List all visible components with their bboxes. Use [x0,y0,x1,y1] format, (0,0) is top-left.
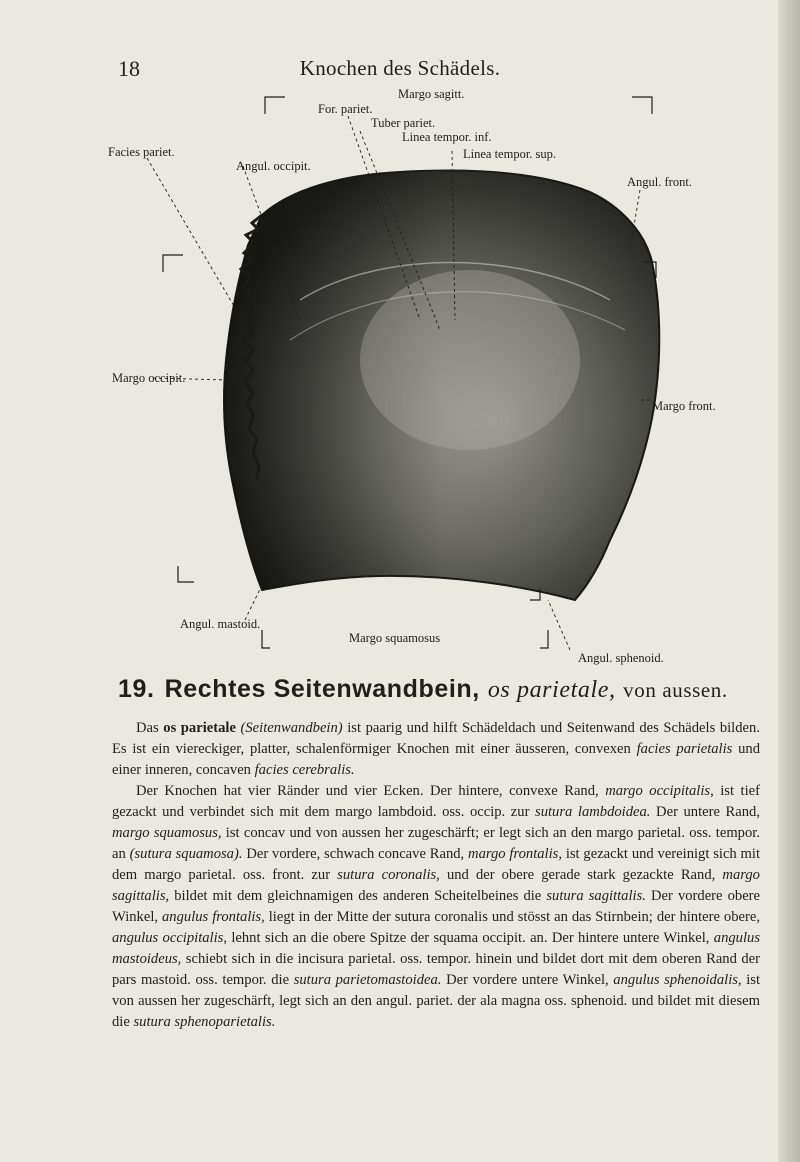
bracket-top-right [632,97,652,114]
bracket-left [163,255,183,272]
term: sutura sagittalis. [546,888,646,904]
term: angulus frontalis, [162,909,265,925]
term: sutura parietomastoidea. [293,972,442,988]
bracket-squamosus-right [540,630,548,648]
term: os parietale [163,720,236,736]
term: margo frontalis, [468,846,562,862]
paragraph-intro: Das os parietale (Seitenwandbein) ist paarig und hilft Schädeldach und Seitenwand des Schädels bilden. Es ist ein viereckiger, platter, schalenförmiger Knochen mit einer äusseren, convexen facies parietalis und einer inneren, concaven facies cerebralis. [112,720,760,778]
label-linea-tempor-inf: Linea tempor. inf. [402,130,492,144]
bracket-squamosus-left [262,630,270,648]
label-margo-sagitt: Margo sagitt. [398,87,465,101]
label-for-pariet: For. pariet. [318,102,373,116]
bracket-bottom-left [178,566,194,582]
label-angul-occipit: Angul. occipit. [236,159,311,173]
term: margo sagittalis, [112,867,760,904]
label-margo-squamosus: Margo squamosus [349,631,441,645]
term: angulus occipitalis, [112,930,227,946]
bracket-top-left [265,97,285,114]
label-margo-front: Margo front. [652,399,716,413]
term: angulus sphenoidalis, [613,972,742,988]
term: sutura sphenoparietalis. [133,1014,276,1030]
term: angulus mastoideus, [112,930,760,967]
section-heading [118,675,758,704]
body-text [112,718,760,1033]
section-latin-name: os parietale, [487,677,616,703]
running-title: Knochen des Schädels. [299,56,501,80]
label-angul-front: Angul. front. [627,175,692,189]
term: margo occipitalis, [605,783,714,799]
term: (Seitenwandbein) [240,720,343,736]
term: facies parietalis [636,741,733,757]
term: margo squamosus, [112,825,222,841]
page-number: 18 [118,56,140,81]
paragraph-borders: Der Knochen hat vier Ränder und vier Ecken. Der hintere, convexe Rand, margo occipitalis, ist tief gezackt und verbindet sich mit dem margo lambdoid. oss. occip. zur sutura lambdoidea. Der untere Rand, margo squamosus, ist concav und von aussen her zugeschärft; er legt sich an den margo parietal. oss. tempor. an (sutura squamosa). Der vordere, schwach concave Rand, margo frontalis, ist gezackt und vereinigt sich mit dem margo parietal. oss. front. zur sutura coronalis, und der obere gerade stark gezackte Rand, margo sagittalis, bildet mit dem gleichnamigen des anderen Scheitelbeines die sutura sagittalis. Der vordere obere Winkel, angulus frontalis, liegt in der Mitte der sutura coronalis und stösst an das Stirnbein; der hintere obere, angulus occipitalis, lehnt sich an die obere Spitze der squama occipit. an. Der hintere untere Winkel, angulus mastoideus, schiebt sich in die incisura parietal. oss. tempor. hinein und bildet dort mit dem oberen Rand der pars mastoid. oss. tempor. die sutura parietomastoidea. Der vordere untere Winkel, angulus sphenoidalis, ist von aussen her zugeschärft, legt sich an den angul. pariet. der ala magna oss. sphenoid. und bildet mit diesem die sutura sphenoparietalis. [112,783,761,1030]
term: facies cerebralis. [254,762,355,778]
tuber-highlight [360,270,580,450]
term: sutura coronalis, [337,867,440,883]
label-angul-mastoid: Angul. mastoid. [180,617,261,631]
label-angul-sphenoid: Angul. sphenoid. [578,651,664,665]
label-tuber-pariet: Tuber pariet. [371,116,436,130]
label-margo-occipit: Margo occipit. [112,371,186,385]
section-title-text: Rechtes Seitenwandbein, [164,675,480,703]
section-suffix: von aussen. [623,678,728,702]
term: (sutura squamosa). [129,846,243,862]
term: sutura lambdoidea. [535,804,651,820]
label-facies-pariet: Facies pariet. [108,145,175,159]
label-linea-tempor-sup: Linea tempor. sup. [463,147,557,161]
section-number: 19. [118,675,155,703]
